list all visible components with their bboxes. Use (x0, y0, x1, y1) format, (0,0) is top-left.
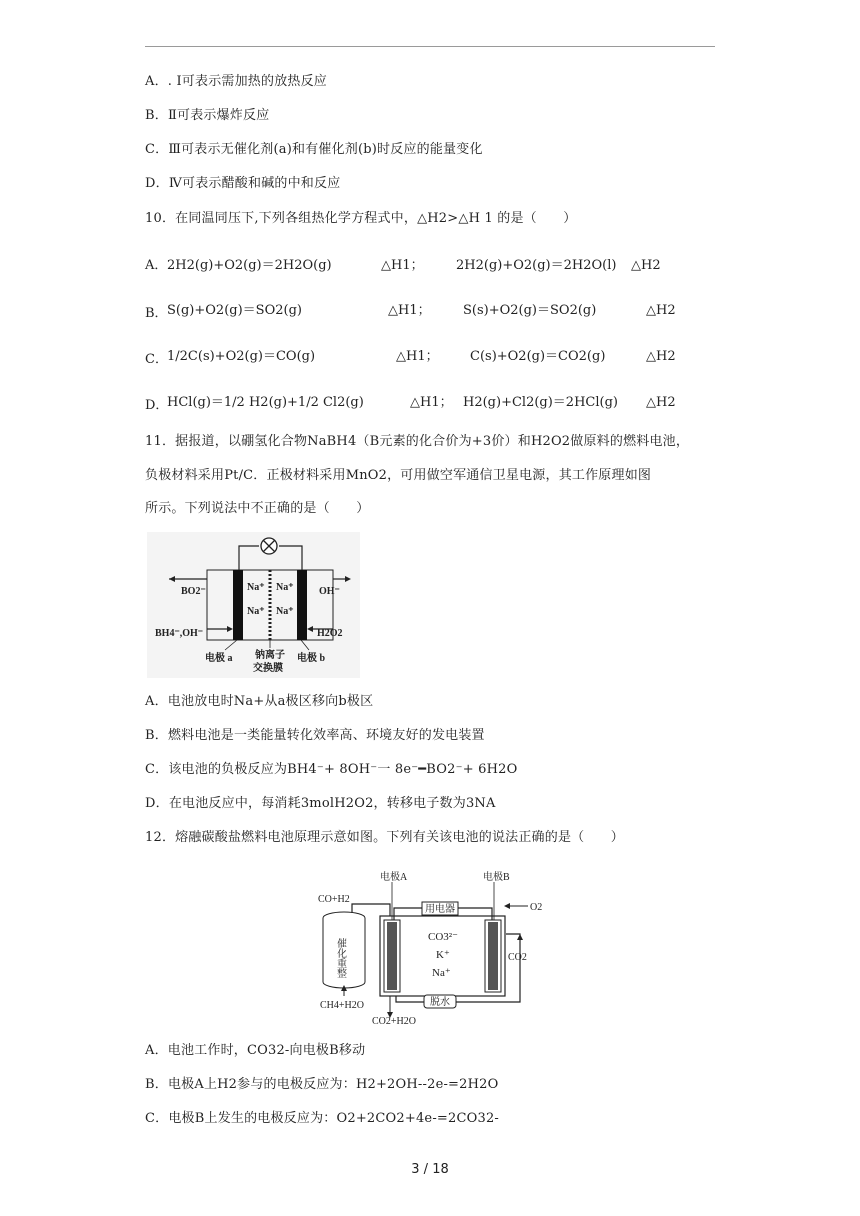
q9-option-c: C．Ⅲ可表示无催化剂(a)和有催化剂(b)时反应的能量变化 (145, 142, 483, 157)
q10-c-left: 1/2C(s)+O2(g)＝CO(g) (167, 349, 316, 364)
label-electrode-b: 电极B (483, 872, 510, 883)
label-co-h2: CO+H2 (318, 894, 350, 905)
q10-b-dh1: △H1； (388, 303, 431, 318)
electrode-a-plate (233, 570, 243, 640)
q11-option-d: D．在电池反应中，每消耗3molH2O2，转移电子数为3NA (145, 796, 496, 811)
label-na: Na⁺ (247, 606, 265, 617)
label-na: Na⁺ (247, 582, 265, 593)
lamp-icon (261, 538, 277, 554)
q11-option-c: C．该电池的负极反应为BH4⁻+ 8OH⁻一 8e⁻━BO2⁻+ 6H2O (145, 762, 518, 777)
reformer-label: 催化重整 (334, 938, 346, 978)
q11-stem-line2: 负极材料采用Pt/C．正极材料采用MnO2，可用做空军通信卫星电源，其工作原理如图 (145, 468, 652, 483)
q12-option-a: A．电池工作时，CO32-向电极B移动 (145, 1043, 366, 1058)
page-number (0, 1162, 860, 1177)
q10-d-right: H2(g)+Cl2(g)＝2HCl(g) (463, 395, 618, 410)
q11-stem-line1: 11．据报道，以硼氢化合物NaBH4（B元素的化合价为+3价）和H2O2做原料的燃料电池， (145, 434, 690, 449)
ion-co3: CO3²⁻ (428, 931, 458, 943)
q10-b-label: B． (145, 306, 168, 321)
arrow-up-icon (517, 934, 523, 940)
q10-a-dh1: △H1； (381, 258, 424, 273)
electrode-a-layer (387, 922, 397, 990)
q10-a-right: 2H2(g)+O2(g)＝2H2O(l) (456, 258, 617, 273)
q10-c-label: C． (145, 352, 168, 367)
carbonate-fuel-cell-diagram (310, 864, 552, 1026)
q10-c-dh1: △H1； (396, 349, 439, 364)
q11-option-a: A．电池放电时Na+从a极区移向b极区 (145, 694, 374, 709)
label-electrode-b: 电极 b (297, 653, 326, 664)
header-rule (145, 46, 715, 47)
q9-option-a: A．. Ⅰ可表示需加热的放热反应 (145, 74, 327, 89)
electrode-b-layer (488, 922, 498, 990)
label-h2o2: H2O2 (317, 628, 343, 639)
q10-d-dh1: △H1； (410, 395, 453, 410)
q12-option-b: B．电极A上H2参与的电极反应为：H2+2OH--2e-=2H2O (145, 1077, 499, 1092)
q12-option-c: C．电极B上发生的电极反应为：O2+2CO2+4e-=2CO32- (145, 1111, 500, 1126)
q10-b-left: S(g)+O2(g)＝SO2(g) (167, 303, 302, 318)
page-total: 18 (432, 1162, 449, 1177)
q9-option-b: B．Ⅱ可表示爆炸反应 (145, 108, 270, 123)
q12-stem: 12．熔融碳酸盐燃料电池原理示意如图。下列有关该电池的说法正确的是（ ） (145, 830, 624, 845)
label-ch4-h2o: CH4+H2O (320, 1000, 364, 1011)
q10-c-right: C(s)+O2(g)＝CO2(g) (470, 349, 606, 364)
label-electrode-a: 电极A (380, 872, 408, 883)
electrode-b-plate (297, 570, 307, 640)
q10-d-dh2: △H2 (646, 395, 676, 410)
label-co2-h2o: CO2+H2O (372, 1016, 416, 1026)
q10-d-left: HCl(g)＝1/2 H2(g)+1/2 Cl2(g) (167, 395, 364, 410)
page-current: 3 (411, 1162, 420, 1177)
label-membrane-1: 钠离子 (255, 650, 285, 661)
q10-c-dh2: △H2 (646, 349, 676, 364)
arrow-left-icon (504, 903, 510, 909)
label-o2: O2 (530, 902, 543, 913)
label-bo2: BO2⁻ (181, 586, 206, 597)
label-co2: CO2 (508, 952, 527, 963)
fuel-cell-diagram (147, 532, 360, 678)
ion-na: Na⁺ (432, 967, 451, 979)
dehydrate-label: 脱水 (430, 997, 450, 1008)
q10-a-label: A． (145, 258, 168, 273)
q11-option-b: B．燃料电池是一类能量转化效率高、环境友好的发电装置 (145, 728, 485, 743)
ion-k: K⁺ (436, 949, 450, 961)
q10-b-dh2: △H2 (646, 303, 676, 318)
appliance-label: 用电器 (425, 904, 455, 915)
q10-a-dh2: △H2 (631, 258, 661, 273)
label-oh: OH⁻ (319, 586, 340, 597)
q10-a-left: 2H2(g)+O2(g)＝2H2O(g) (167, 258, 332, 273)
page-separator: / (419, 1162, 433, 1177)
q10-stem: 10．在同温同压下,下列各组热化学方程式中，△H2>△H 1 的是（ ） (145, 211, 577, 226)
label-na: Na⁺ (276, 582, 294, 593)
label-membrane-2: 交换膜 (253, 663, 283, 674)
q10-d-label: D． (145, 398, 169, 413)
q11-stem-line3: 所示。下列说法中不正确的是（ ） (145, 501, 370, 516)
q9-option-d: D．Ⅳ可表示醋酸和碱的中和反应 (145, 176, 341, 191)
q10-b-right: S(s)+O2(g)＝SO2(g) (463, 303, 597, 318)
label-na: Na⁺ (276, 606, 294, 617)
label-electrode-a: 电极 a (205, 653, 233, 664)
label-bh4-oh: BH4⁻,OH⁻ (155, 628, 204, 639)
